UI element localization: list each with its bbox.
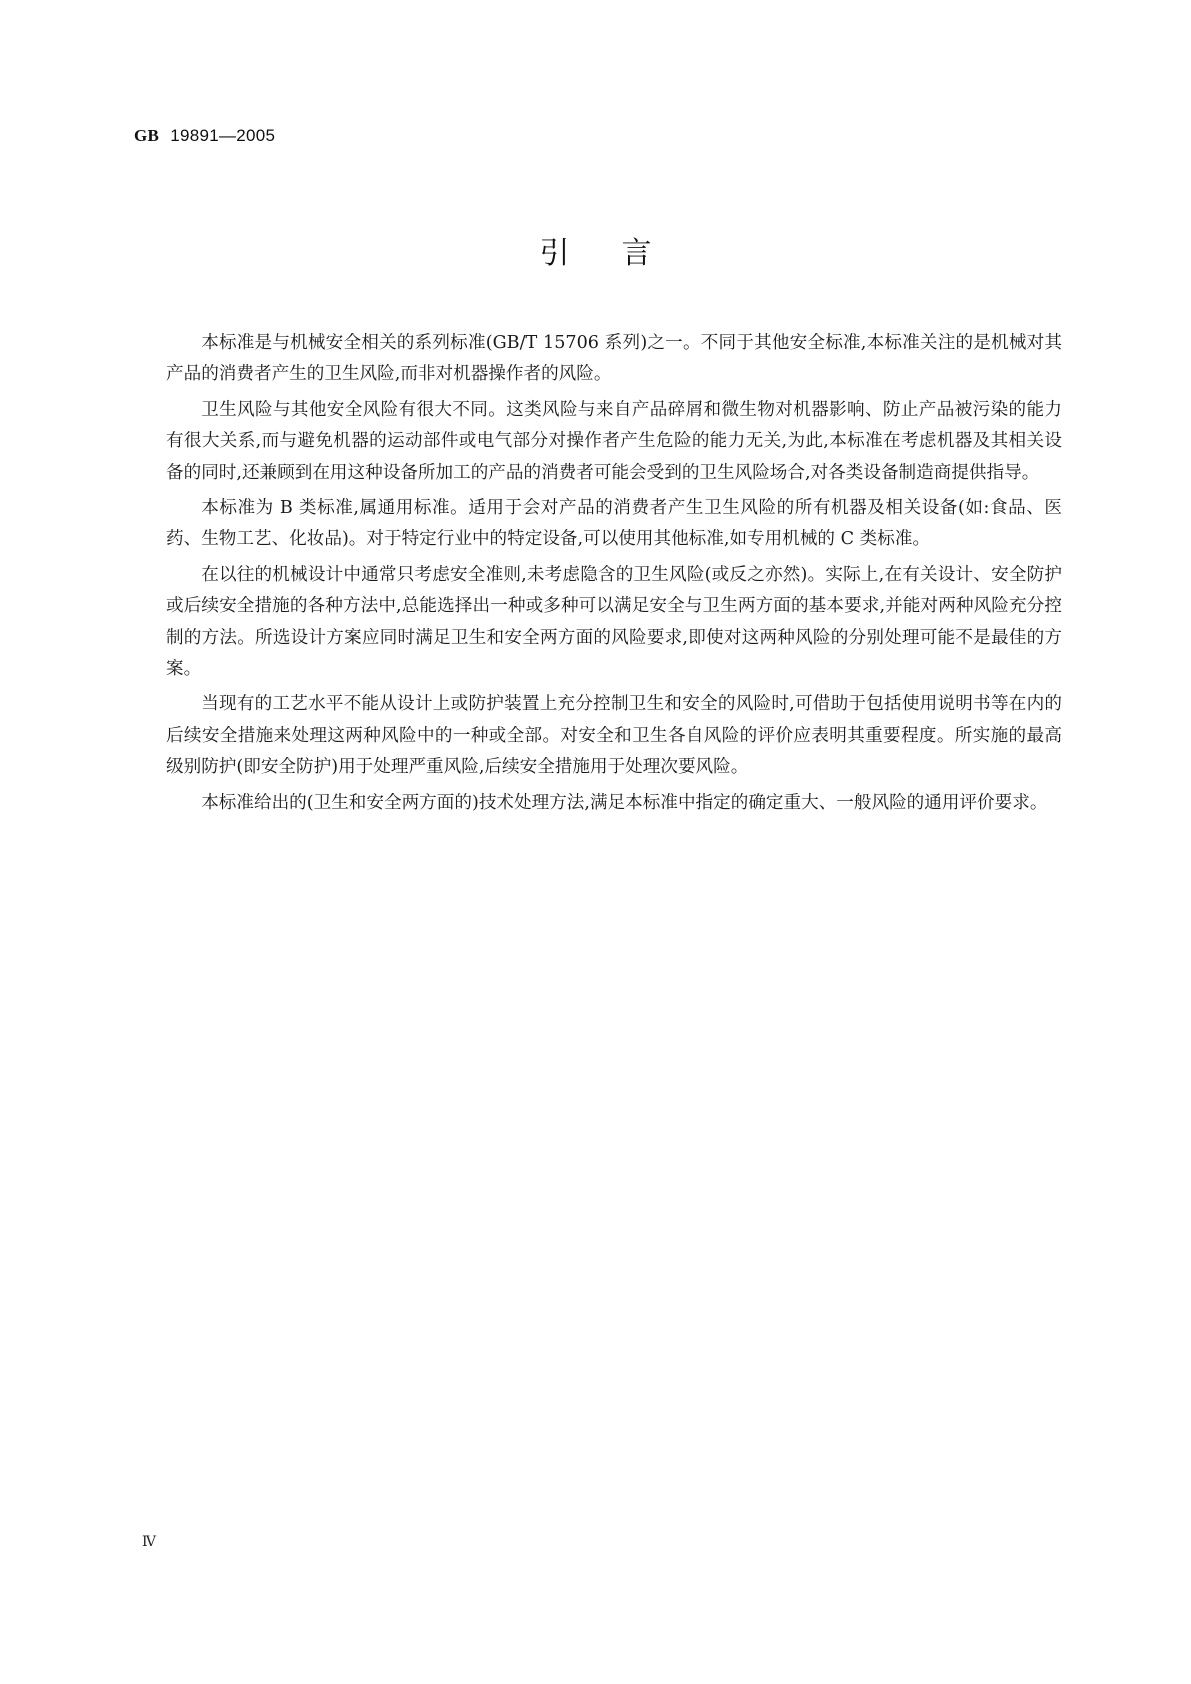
paragraph: 本标准给出的(卫生和安全两方面的)技术处理方法,满足本标准中指定的确定重大、一般风险的通用评价要求。 [201,792,1048,813]
standard-code: GB [134,126,160,145]
paragraph: 本标准为 B 类标准,属通用标准。适用于会对产品的消费者产生卫生风险的所有机器及相关设备(如:食品、医药、生物工艺、化妆品)。对于特定行业中的特定设备,可以使用其他标准,如专用机械的 C 类标准。 [166,498,1062,550]
page-number: Ⅳ [142,1535,156,1550]
paragraph: 本标准是与机械安全相关的系列标准(GB/T 15706 系列)之一。不同于其他安全标准,本标准关注的是机械对其产品的消费者产生的卫生风险,而非对机器操作者的风险。 [166,333,1062,385]
paragraph: 当现有的工艺水平不能从设计上或防护装置上充分控制卫生和安全的风险时,可借助于包括使用说明书等在内的后续安全措施来处理这两种风险中的一种或全部。对安全和卫生各自风险的评价应表明其重要程度。所实施的最高级别防护(即安全防护)用于处理严重风险,后续安全措施用于处理次要风险。 [166,694,1062,778]
paragraph: 在以往的机械设计中通常只考虑安全准则,未考虑隐含的卫生风险(或反之亦然)。实际上,在有关设计、安全防护或后续安全措施的各种方法中,总能选择出一种或多种可以满足安全与卫生两方面的基本要求,并能对两种风险充分控制的方法。所选设计方案应同时满足卫生和安全两方面的风险要求,即使对这两种风险的分别处理可能不是最佳的方案。 [166,564,1062,680]
standard-number: 19891—2005 [170,126,276,145]
section-title: 引言 [539,236,704,271]
document-header [134,126,275,146]
paragraph: 卫生风险与其他安全风险有很大不同。这类风险与来自产品碎屑和微生物对机器影响、防止产品被污染的能力有很大关系,而与避免机器的运动部件或电气部分对操作者产生危险的能力无关,为此,本标准在考虑机器及其相关设备的同时,还兼顾到在用这种设备所加工的产品的消费者可能会受到的卫生风险场合,对各类设备制造商提供指导。 [166,399,1062,483]
introduction-body [166,328,1062,823]
